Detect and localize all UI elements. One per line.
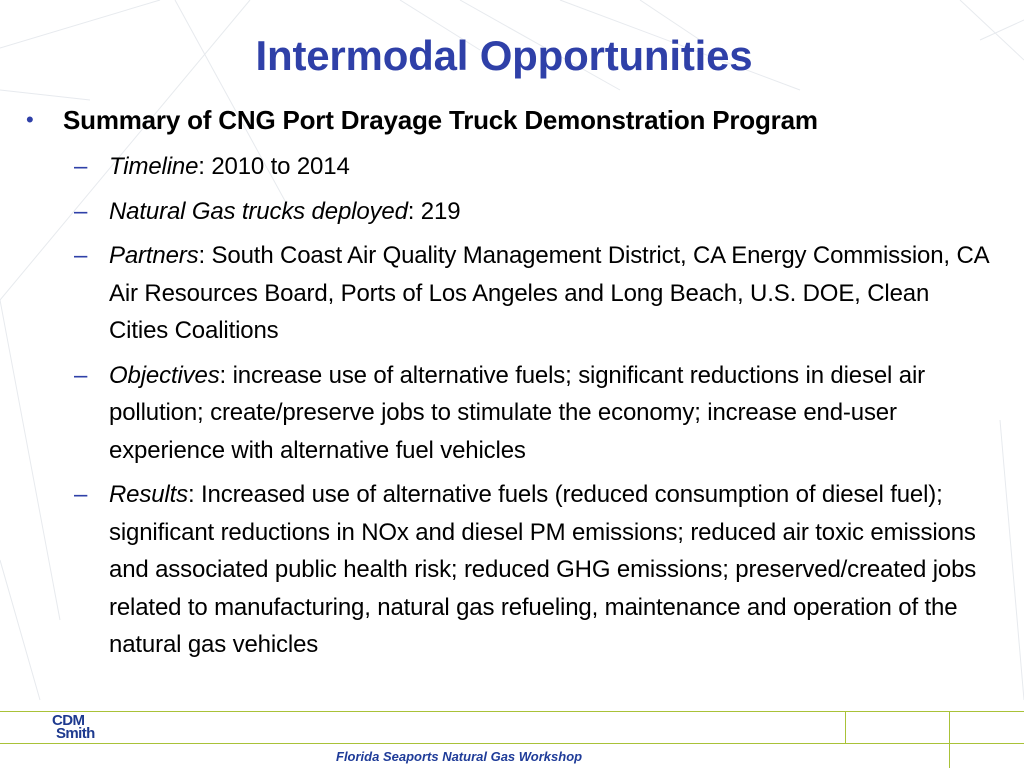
- sub-bullet-partners: [0, 237, 1010, 350]
- sub-bullet-objectives: [0, 357, 1010, 470]
- dash-icon: –: [74, 153, 88, 180]
- logo-line-2: Smith: [56, 725, 95, 742]
- sub-bullet-list: [0, 148, 1010, 664]
- sub-bullet-text: : increase use of alternative fuels; significant reductions in diesel air pollution; create/preserve jobs to stimulate the economy; increase end-user experience with alternative fuel vehicles: [109, 361, 925, 464]
- dash-icon: –: [74, 481, 88, 508]
- sub-bullet-label: Natural Gas trucks deployed: [109, 197, 408, 225]
- logo-line-1: CDM: [52, 712, 85, 729]
- main-bullet-text: Summary of CNG Port Drayage Truck Demonstration Program: [63, 105, 818, 135]
- footer-divider: [949, 711, 950, 768]
- dash-icon: –: [74, 197, 88, 225]
- sub-bullet-label: Objectives: [109, 361, 220, 389]
- sub-bullet-text: : 219: [407, 197, 461, 225]
- main-bullet: [0, 100, 1010, 140]
- footer-rule-bottom: [0, 743, 1024, 744]
- sub-bullet-text: : Increased use of alternative fuels (reduced consumption of diesel fuel); significant reductions in NOx and diesel PM emissions; reduced air toxic emissions and associated public health risk; reduced GHG emissions; preserved/created jobs related to manufacturing, natural gas refueling, maintenance and operation of the natural gas vehicles: [109, 481, 977, 658]
- sub-bullet-label: Results: [109, 481, 188, 508]
- cdm-smith-logo: [52, 714, 112, 742]
- footer-divider: [845, 711, 846, 744]
- dash-icon: –: [74, 361, 88, 389]
- dash-icon: –: [74, 242, 88, 269]
- sub-bullet-label: Timeline: [109, 153, 199, 180]
- footer-rule-top: [0, 711, 1024, 712]
- sub-bullet-timeline: [0, 148, 1010, 186]
- sub-bullet-trucks: [0, 193, 1010, 231]
- sub-bullet-label: Partners: [109, 242, 199, 269]
- sub-bullet-results: [0, 476, 1010, 664]
- slide-title: Intermodal Opportunities: [255, 32, 753, 79]
- footer-text: Florida Seaports Natural Gas Workshop: [336, 749, 583, 764]
- bullet-dot-icon: •: [26, 107, 34, 132]
- slide-content: [0, 100, 1010, 671]
- sub-bullet-text: : 2010 to 2014: [198, 153, 350, 180]
- sub-bullet-text: : South Coast Air Quality Management District, CA Energy Commission, CA Air Resources Board, Ports of Los Angeles and Long Beach, U.S. DOE, Clean Cities Coalitions: [109, 242, 989, 344]
